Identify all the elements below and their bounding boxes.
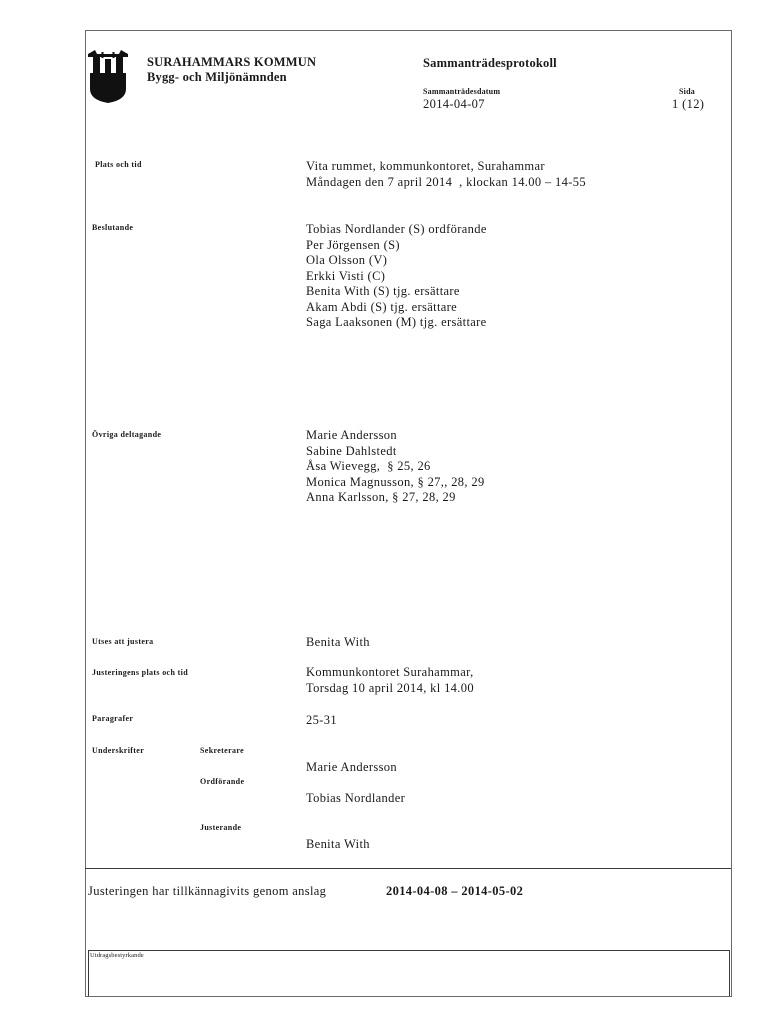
committee-name: Bygg- och Miljönämnden xyxy=(147,70,287,84)
certification-box xyxy=(88,950,730,996)
organization-name: SURAHAMMARS KOMMUN xyxy=(147,55,317,69)
list-item: Per Jörgensen (S) xyxy=(306,237,400,252)
municipal-crest-icon xyxy=(87,49,129,103)
adjustment-place-time-lines xyxy=(306,665,474,696)
meeting-date-label: Sammanträdesdatum xyxy=(423,87,501,96)
list-item: Ola Olsson (V) xyxy=(306,253,388,267)
other-participants-list xyxy=(306,428,485,506)
list-item: Marie Andersson xyxy=(306,428,397,442)
list-item: Tobias Nordlander (S) ordförande xyxy=(306,222,487,236)
list-item: Erkki Visti (C) xyxy=(306,268,386,283)
decision-makers-label: Beslutande xyxy=(92,223,134,232)
page-label: Sida xyxy=(679,87,695,96)
announcement-period: 2014-04-08 – 2014-05-02 xyxy=(386,884,524,898)
certification-label: Utdragsbestyrkande xyxy=(90,952,144,959)
meeting-date: 2014-04-07 xyxy=(423,97,485,111)
list-item: Saga Laaksonen (M) tjg. ersättare xyxy=(306,315,487,329)
list-item: Monica Magnusson, § 27,, 28, 29 xyxy=(306,474,485,489)
adjuster-name: Benita With xyxy=(306,635,370,649)
paragraphs-label: Paragrafer xyxy=(92,714,134,723)
place-time-lines xyxy=(306,159,586,190)
list-item: Sabine Dahlstedt xyxy=(306,443,397,458)
signature-name-secretary: Marie Andersson xyxy=(306,760,397,774)
adjustment-time-line: Torsdag 10 april 2014, kl 14.00 xyxy=(306,680,474,695)
decision-makers-list xyxy=(306,222,487,331)
place-line: Vita rummet, kommunkontoret, Surahammar xyxy=(306,159,545,173)
adjustment-place-line: Kommunkontoret Surahammar, xyxy=(306,665,474,679)
signature-role-secretary: Sekreterare xyxy=(200,746,244,755)
time-line: Måndagen den 7 april 2014 , klockan 14.00 – 14-55 xyxy=(306,174,586,189)
signature-name-chair: Tobias Nordlander xyxy=(306,791,406,805)
list-item: Åsa Wievegg, § 25, 26 xyxy=(306,459,431,473)
list-item: Akam Abdi (S) tjg. ersättare xyxy=(306,299,458,314)
signature-role-adjuster: Justerande xyxy=(200,823,242,832)
document-type: Sammanträdesprotokoll xyxy=(423,56,557,70)
list-item: Benita With (S) tjg. ersättare xyxy=(306,284,460,298)
announcement-text: Justeringen har tillkännagivits genom anslag xyxy=(88,884,327,898)
adjustment-place-time-label: Justeringens plats och tid xyxy=(92,668,188,677)
signature-name-adjuster: Benita With xyxy=(306,837,370,851)
signature-role-chair: Ordförande xyxy=(200,777,245,786)
signatures-label: Underskrifter xyxy=(92,746,145,755)
section-divider xyxy=(85,868,731,869)
page-number: 1 (12) xyxy=(672,97,705,111)
place-time-label: Plats och tid xyxy=(95,160,142,169)
other-participants-label: Övriga deltagande xyxy=(92,430,162,439)
adjuster-label: Utses att justera xyxy=(92,637,154,646)
paragraphs-value: 25-31 xyxy=(306,713,337,727)
list-item: Anna Karlsson, § 27, 28, 29 xyxy=(306,490,456,504)
